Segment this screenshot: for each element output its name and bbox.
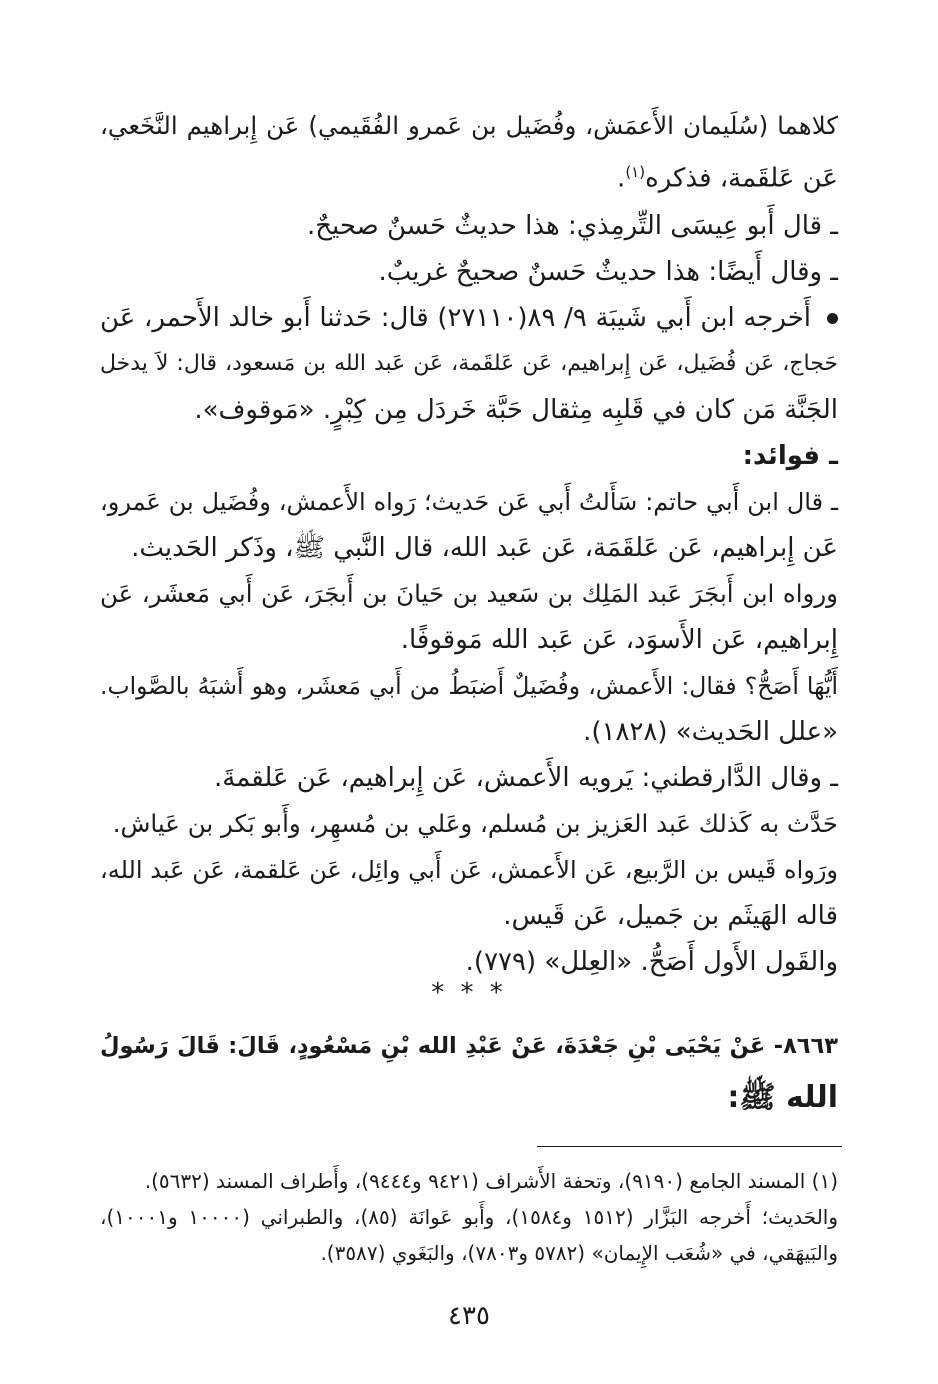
text-line-9: ـ قال ابن أَبي حاتم: سَأَلتُ أَبي عَن حَديث؛ رَواه الأَعمش، وفُضَيل بن عَمرو، — [100, 488, 838, 516]
text-line-5 — [100, 296, 838, 340]
section-heading-fawaid: ـ فوائد: — [742, 441, 838, 471]
footnote-divider — [537, 1146, 842, 1147]
footnote-line-2: والحَديث؛ أَخرجه البَزَّار (١٥١٢ و١٥٨٤)، وأَبو عَوانَة (٨٥)، والطبراني (١٠٠٠٠ و١٠٠٠١)، — [100, 1205, 839, 1229]
text-line-4: ـ وقال أَيضًا: هذا حديثٌ حَسنٌ صحيحٌ غريبٌ. — [378, 257, 838, 287]
text-line-11: ورواه ابن أَبجَرَ عَبد المَلِك بن سَعيد بن حَيانَ بن أَبجَرَ، عَن أَبي مَعشَر، عَن — [100, 579, 838, 608]
period: . — [617, 163, 626, 194]
text-line-3: ـ قال أَبو عِيسَى التِّرمِذي: هذا حديثٌ حَسنٌ صحيحٌ. — [307, 211, 838, 241]
text-line-10: عَن إِبراهيم، عَن عَلقَمَة، عَن عَبد الله، قال النَّبي ﷺ، وذَكر الحَديث. — [131, 533, 838, 563]
bullet-icon — [827, 313, 838, 324]
text-line-13: أَيُّهَا أَصَحُّ؟ فقال: الأَعمش، وفُضَيلٌ أَضبَطُ من أَبي مَعشَر، وهو أَشبَهُ بالصَّواب. — [100, 672, 838, 700]
footnote-marker: (١) — [625, 163, 646, 181]
text-line-6: حَجاج، عَن فُضَيل، عَن إِبراهيم، عَن عَلقَمة، عَن عَبد الله بن مَسعود، قال: لاَ يدخل — [100, 351, 838, 376]
footnote-line-3: والبَيهَقي، في «شُعَب الإِيمان» (٥٧٨٢ و٧٨٠٣)، والبَغَوي (٣٥٨٧). — [320, 1241, 838, 1265]
text-line-14: «علل الحَديث» (١٨٢٨). — [583, 717, 838, 747]
text-line-19: والقَول الأَول أَصَحُّ. «العِلل» (٧٧٩). — [465, 947, 838, 977]
text-line-2-body: عَن عَلقَمة، فذكره — [645, 163, 838, 194]
hadith-heading-line-2: الله ﷺ: — [727, 1080, 838, 1115]
section-separator: * * * — [431, 978, 507, 1008]
text-line-12: إِبراهيم، عَن الأَسوَد، عَن عَبد الله مَوقوفًا. — [400, 625, 838, 655]
hadith-heading-line-1: ٨٦٦٣- عَنْ يَحْيَى بْنِ جَعْدَةَ، عَنْ عَبْدِ الله بْنِ مَسْعُودٍ، قَالَ: قَالَ رَسُولُ — [100, 1033, 838, 1059]
page-number: ٤٣٥ — [448, 1301, 490, 1331]
footnote-line-1: (١) المسند الجامع (٩١٩٠)، وتحفة الأَشراف (٩٤٢١ و٩٤٤٤)، وأَطراف المسند (٥٦٣٢). — [144, 1169, 838, 1193]
text-line-5-body: أَخرجه ابن أَبي شَيبَة ٩/ ٨٩(٢٧١١٠) قال: حَدثنا أَبو خالد الأَحمر، عَن — [100, 303, 812, 333]
text-line-17: ورَواه قَيس بن الرَّبيع، عَن الأَعمش، عَن أَبي وائِل، عَن عَلقمة، عَن عَبد الله، — [100, 856, 838, 884]
text-line-18: قاله الهَيثَم بن جَميل، عَن قَيس. — [503, 901, 838, 931]
text-line-15: ـ وقال الدَّارقطني: يَرويه الأَعمش، عَن إِبراهيم، عَن عَلقمةَ. — [214, 763, 838, 793]
text-line-7: الجَنَّة مَن كان في قَلبِه مِثقال حَبَّة خَردَل مِن كِبْرٍ. «مَوقوف». — [194, 395, 838, 425]
text-line-2 — [100, 150, 838, 201]
text-line-1: كلاهما (سُلَيمان الأَعمَش، وفُضَيل بن عَمرو الفُقَيمي) عَن إِبراهيم النَّخَعي، — [100, 111, 838, 140]
text-line-16: حَدَّث به كَذلك عَبد العَزيز بن مُسلم، وعَلي بن مُسهِر، وأَبو بَكر بن عَياش. — [112, 809, 838, 838]
